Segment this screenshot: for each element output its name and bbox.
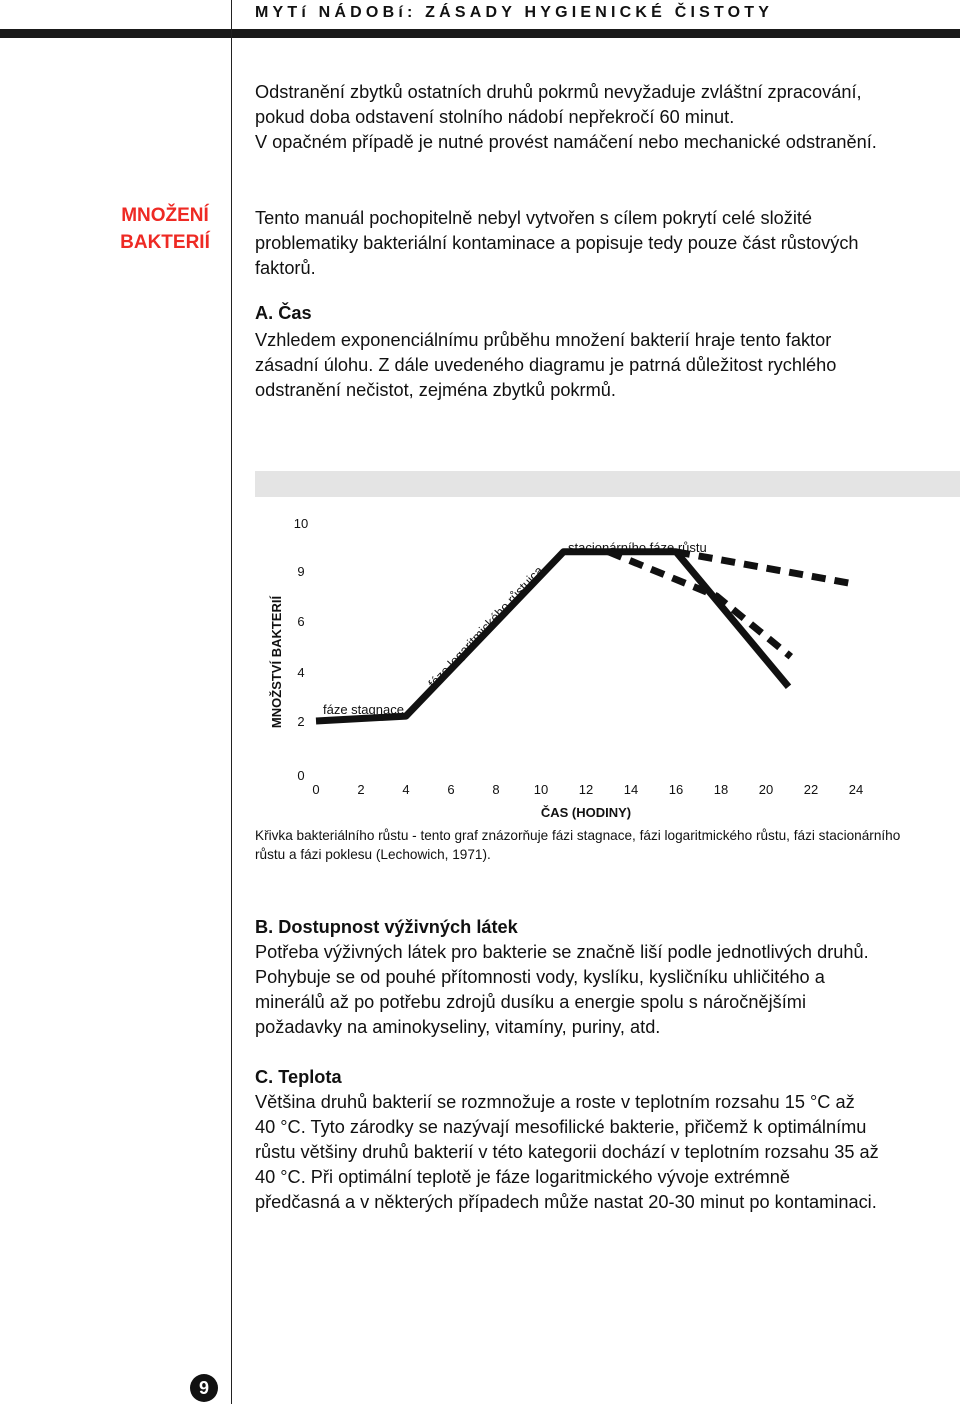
y-tick-label: 2	[297, 714, 305, 729]
text-line: Potřeba výživných látek pro bakterie se značně liší podle jednotlivých druhů.	[255, 942, 869, 962]
y-axis-title: MNOŽSTVÍ BAKTERIÍ	[269, 595, 284, 729]
text-line: Tento manuál pochopitelně nebyl vytvořen s cílem pokrytí celé složité	[255, 208, 813, 228]
section-c-heading: C. Teplota	[255, 1067, 342, 1087]
x-tick-label: 14	[623, 782, 639, 797]
caption-line: Křivka bakteriálního růstu - tento graf znázorňuje fázi stagnace, fázi logaritmického růstu, fázi stacionárního	[255, 828, 901, 843]
decline-dashed-series	[609, 552, 791, 657]
text-line: zásadní úlohu. Z dále uvedeného diagramu je patrná důležitost rychlého	[255, 355, 837, 375]
x-tick-label: 22	[803, 782, 819, 797]
page-header-title: MYTí NÁDOBí: ZÁSADY HYGIENICKÉ ČISTOTY	[255, 4, 774, 21]
growth-chart-figure	[255, 471, 960, 885]
section-a-paragraph	[255, 328, 955, 403]
section-a-heading: A. Čas	[255, 303, 312, 323]
x-tick-label: 18	[713, 782, 729, 797]
text-line: problematiky bakteriální kontaminace a popisuje tedy pouze část růstových	[255, 233, 859, 253]
text-line: předčasná a v některých případech může nastat 20-30 minut po kontaminaci.	[255, 1192, 877, 1212]
text-line: Většina druhů bakterií se rozmnožuje a roste v teplotním rozsahu 15 °C až	[255, 1092, 855, 1112]
manual-paragraph	[255, 206, 955, 281]
text-line: pokud doba odstavení stolního nádobí nepřekročí 60 minut.	[255, 107, 735, 127]
text-line: růstu většiny druhů bakterií v této kategorii dochází v teplotním rozsahu 35 až	[255, 1142, 879, 1162]
text-line: V opačném případě je nutné provést namáčení nebo mechanické odstranění.	[255, 132, 877, 152]
x-tick-label: 0	[312, 782, 320, 797]
x-tick-label: 6	[447, 782, 455, 797]
x-tick-label: 24	[848, 782, 864, 797]
margin-rule	[231, 0, 232, 1404]
caption-line: růstu a fázi poklesu (Lechowich, 1971).	[255, 847, 491, 862]
text-line: Odstranění zbytků ostatních druhů pokrmů nevyžaduje zvláštní zpracování,	[255, 82, 862, 102]
y-tick-label: 4	[297, 665, 305, 680]
text-line: odstranění nečistot, zejména zbytků pokrmů.	[255, 380, 616, 400]
y-tick-label: 0	[297, 768, 305, 783]
section-b-paragraph	[255, 940, 955, 1040]
x-tick-label: 16	[668, 782, 684, 797]
text-line: 40 °C. Tyto zárodky se nazývají mesofilické bakterie, přičemž k optimálnímu	[255, 1117, 867, 1137]
x-tick-label: 4	[402, 782, 410, 797]
intro-paragraph	[255, 80, 955, 155]
text-line: požadavky na aminokyseliny, vitamíny, puriny, atd.	[255, 1017, 661, 1037]
text-line: minerálů až po potřebu zdrojů dusíku a energie spolu s náročnějšími	[255, 992, 806, 1012]
annotation-log-growth: fáze logaritmického růstuica	[425, 562, 547, 692]
side-heading	[100, 202, 230, 256]
section-c-paragraph	[255, 1090, 955, 1215]
annotation-stagnation: fáze stagnace	[323, 702, 404, 717]
x-tick-label: 12	[578, 782, 594, 797]
y-tick-label: 6	[297, 614, 305, 629]
y-tick-label: 10	[293, 516, 309, 531]
text-line: 40 °C. Při optimální teplotě je fáze logaritmického vývoje extrémně	[255, 1167, 790, 1187]
x-tick-label: 20	[758, 782, 774, 797]
chart-caption	[255, 826, 955, 864]
text-line: faktorů.	[255, 258, 316, 278]
growth-chart	[255, 471, 960, 821]
text-line: Pohybuje se od pouhé přítomnosti vody, kyslíku, kysličníku uhličitého a	[255, 967, 825, 987]
x-axis-title: ČAS (HODINY)	[540, 805, 632, 820]
x-tick-label: 10	[533, 782, 549, 797]
growth-curve-series	[316, 552, 789, 721]
section-b-heading: B. Dostupnost výživných látek	[255, 917, 518, 937]
x-tick-label: 8	[492, 782, 500, 797]
side-heading-line: BAKTERIÍ	[120, 232, 210, 253]
text-line: Vzhledem exponenciálnímu průběhu množení bakterií hraje tento faktor	[255, 330, 832, 350]
header-bar	[0, 29, 960, 38]
x-tick-label: 2	[357, 782, 365, 797]
side-heading-line: MNOŽENÍ	[121, 205, 209, 226]
page-number-badge: 9	[190, 1374, 218, 1402]
y-tick-label: 9	[297, 564, 305, 579]
annotation-stationary: stacionárního fáze růstu	[568, 540, 707, 555]
